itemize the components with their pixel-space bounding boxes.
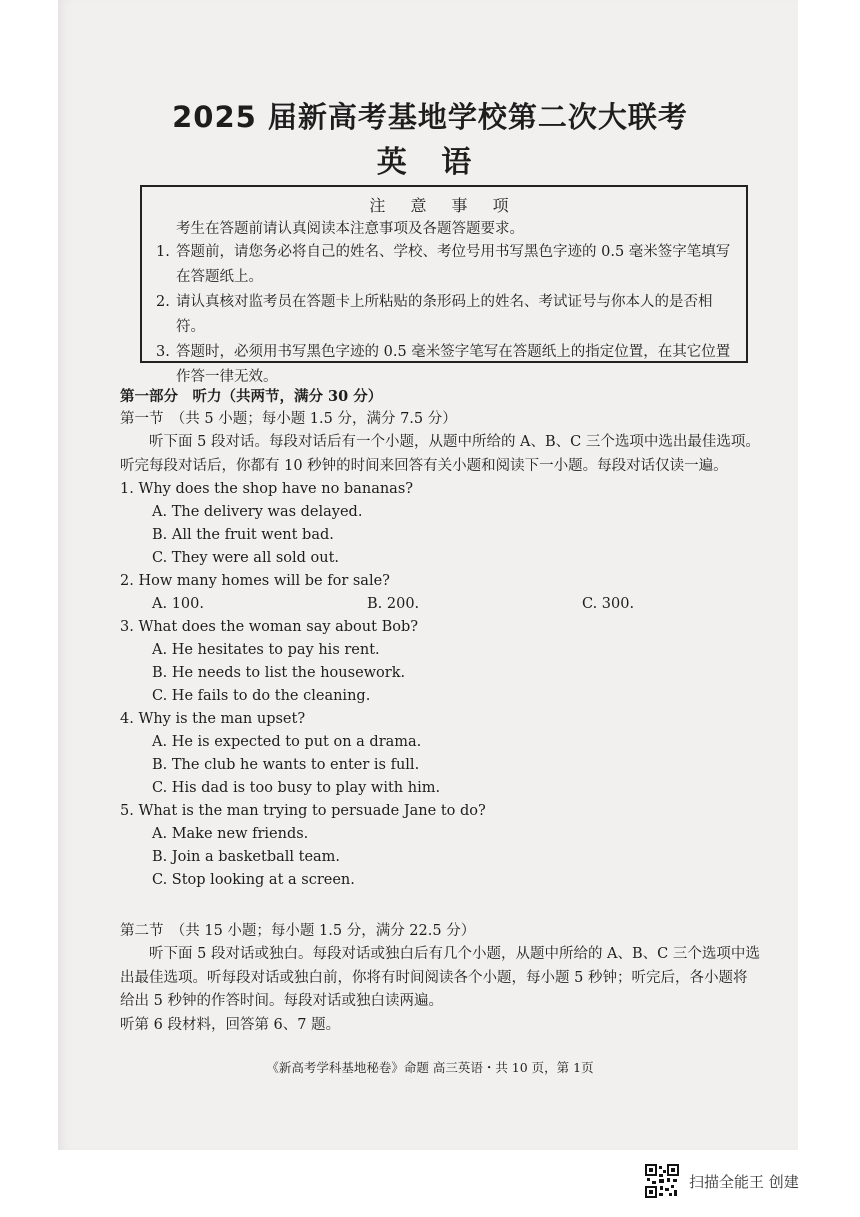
notice-item xyxy=(156,340,732,390)
material-lead: 听第 6 段材料，回答第 6、7 题。 xyxy=(120,1016,341,1033)
notice-item-number: 2. xyxy=(156,294,170,310)
notice-item-number: 3. xyxy=(156,344,170,360)
question-stem: 1. Why does the shop have no bananas? xyxy=(120,481,414,497)
option: B. All the fruit went bad. xyxy=(152,527,334,543)
section-heading: 第二节 （共 15 小题；每小题 1.5 分，满分 22.5 分） xyxy=(120,923,476,939)
question-stem: 3. What does the woman say about Bob? xyxy=(120,619,419,635)
option: C. Stop looking at a screen. xyxy=(152,872,355,888)
option: C. He fails to do the cleaning. xyxy=(152,688,371,704)
question-stem: 4. Why is the man upset? xyxy=(120,711,306,727)
notice-item xyxy=(156,240,732,290)
subject-title: 英 语 xyxy=(376,145,484,180)
option: B. Join a basketball team. xyxy=(152,849,341,865)
option: B. He needs to list the housework. xyxy=(152,665,406,681)
option: A. The delivery was delayed. xyxy=(152,504,363,520)
option: B. 200. xyxy=(367,596,420,612)
notice-item-number: 1. xyxy=(156,244,170,260)
option: A. Make new friends. xyxy=(152,826,309,842)
notice-item-text: 请认真核对监考员在答题卡上所粘贴的条形码上的姓名、考试证号与你本人的是否相符。 xyxy=(176,294,713,335)
notice-item xyxy=(156,290,732,340)
exam-title: 2025 届新高考基地学校第二次大联考 xyxy=(172,100,688,134)
option: C. They were all sold out. xyxy=(152,550,340,566)
option: A. He is expected to put on a drama. xyxy=(152,734,422,750)
notice-item-text: 答题前，请您务必将自己的姓名、学校、考位号用书写黑色字迹的 0.5 毫米签字笔填写在答题纸上。 xyxy=(176,244,731,285)
section-instruction: 听下面 5 段对话。每段对话后有一个小题，从题中所给的 A、B、C 三个选项中选出最佳选项。听完每段对话后，你都有 10 秒钟的时间来回答有关小题和阅读下一小题。每段对话仅读一遍。 xyxy=(120,434,760,474)
notice-intro: 考生在答题前请认真阅读本注意事项及各题答题要求。 xyxy=(176,221,524,237)
notice-title: 注 意 事 项 xyxy=(369,196,519,215)
option: B. The club he wants to enter is full. xyxy=(152,757,420,773)
qr-code-icon xyxy=(645,1164,679,1198)
option: A. He hesitates to pay his rent. xyxy=(152,642,380,658)
exam-content xyxy=(120,385,760,1037)
option: C. His dad is too busy to play with him. xyxy=(152,780,441,796)
section-instruction: 听下面 5 段对话或独白。每段对话或独白后有几个小题，从题中所给的 A、B、C 三个选项中选出最佳选项。听每段对话或独白前，你将有时间阅读各个小题，每小题 5 秒钟；听完后，各小题将给出 5 秒钟的作答时间。每段对话或独白读两遍。 xyxy=(120,946,760,1009)
watermark-text: 扫描全能王 创建 xyxy=(689,1172,799,1191)
option: C. 300. xyxy=(582,596,635,612)
section-heading: 第一节 （共 5 小题；每小题 1.5 分，满分 7.5 分） xyxy=(120,411,457,427)
part-heading: 第一部分 听力（共两节，满分 30 分） xyxy=(120,388,383,405)
question-stem: 2. How many homes will be for sale? xyxy=(120,573,390,589)
option: A. 100. xyxy=(152,596,204,612)
question-stem: 5. What is the man trying to persuade Jane to do? xyxy=(120,803,486,819)
scanner-watermark xyxy=(645,1163,799,1199)
notice-box xyxy=(140,185,748,385)
option-row xyxy=(120,593,760,616)
page-footer: 《新高考学科基地秘卷》命题 高三英语・共 10 页，第 1页 xyxy=(266,1060,594,1075)
notice-item-text: 答题时，必须用书写黑色字迹的 0.5 毫米签字笔写在答题纸上的指定位置，在其它位置作答一律无效。 xyxy=(176,344,731,385)
